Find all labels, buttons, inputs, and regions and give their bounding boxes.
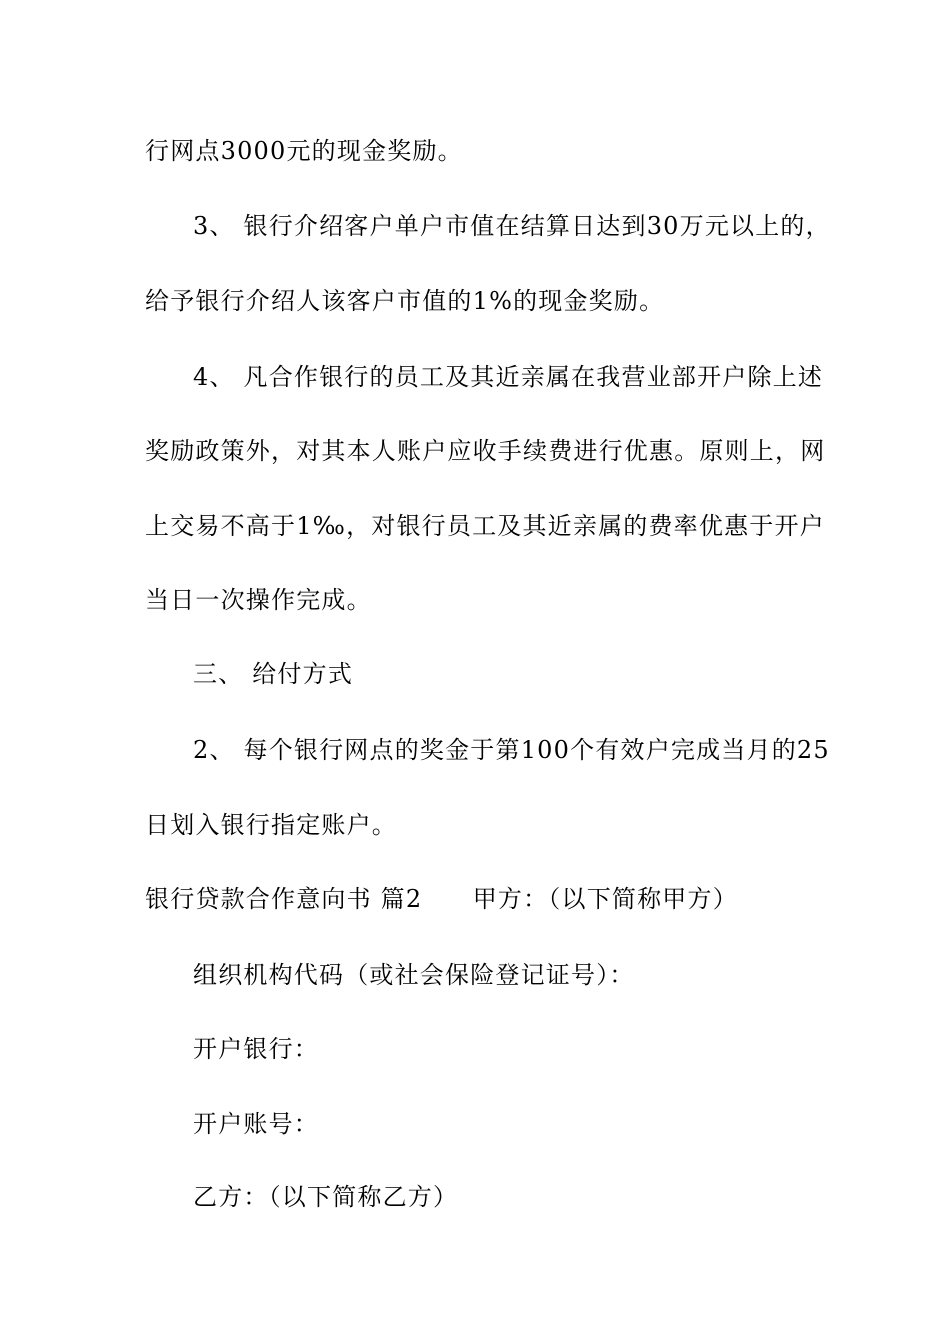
field-label-party-b: 乙方：（以下简称乙方） [193, 1183, 459, 1211]
field-label-org-code: 组织机构代码（或社会保险登记证号）： [193, 961, 635, 989]
section-heading: 三、 给付方式 [193, 660, 354, 688]
paragraph-line: 奖励政策外，对其本人账户应收手续费进行优惠。原则上，网 [145, 437, 826, 465]
field-label-bank: 开户银行： [193, 1035, 319, 1063]
field-label-account: 开户账号： [193, 1110, 319, 1138]
list-item-2: 2、 每个银行网点的奖金于第100个有效户完成当月的25 [193, 736, 830, 764]
section-title: 银行贷款合作意向书 篇2 甲方：（以下简称甲方） [145, 885, 738, 913]
list-item-3: 3、 银行介绍客户单户市值在结算日达到30万元以上的， [193, 212, 831, 240]
paragraph-line: 日划入银行指定账户。 [145, 811, 397, 839]
paragraph-line: 上交易不高于1‰，对银行员工及其近亲属的费率优惠于开户 [145, 512, 825, 540]
paragraph-line: 当日一次操作完成。 [145, 586, 372, 614]
paragraph-line: 给予银行介绍人该客户市值的1%的现金奖励。 [145, 287, 665, 315]
paragraph-line: 行网点3000元的现金奖励。 [145, 137, 463, 165]
list-item-4: 4、 凡合作银行的员工及其近亲属在我营业部开户除上述 [193, 363, 824, 391]
